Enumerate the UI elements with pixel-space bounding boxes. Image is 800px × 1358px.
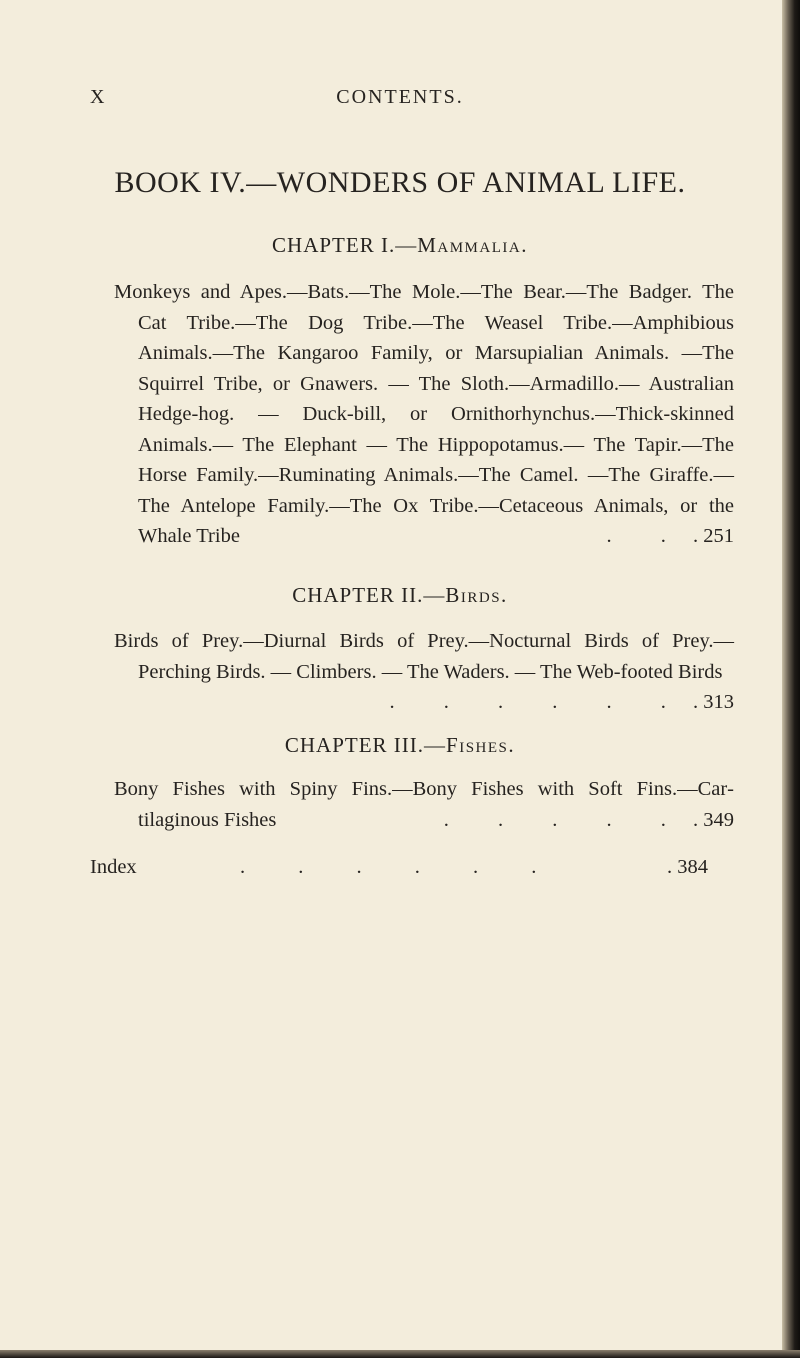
page-header	[0, 86, 782, 112]
chapter-entry-1	[114, 277, 734, 552]
chapter-heading-3	[0, 733, 800, 758]
chapter-entry-2	[114, 626, 734, 718]
page-reference	[443, 805, 734, 836]
chapter-heading-2	[0, 583, 800, 608]
chapter-entry-3	[114, 774, 734, 835]
page-number-ref: . 384	[667, 856, 708, 878]
dot-leader: . . . . .	[443, 808, 688, 831]
chapter-contents: Monkeys and Apes.—Bats.—The Mole.—The Bear.—The Badger. The Cat Tribe.—The Dog Tribe.—The Weasel Tribe.—Amphibious Animals.—The Kangaroo Family, or Marsupialian Animals. —The Squirrel Tribe, or Gnawers. — The Sloth.—Armadillo.— Australian Hedge-hog. — Duck-bill, or Ornithorhynchus.—Thick-skinned Animals.— The Elephant — The Hippopotamus.— The Tapir.—The Horse Family.—Ruminating Animals.—The Camel. —The Giraffe.—The Antelope Family.—The Ox Tribe.—Cetaceous Animals, or the Whale Tribe	[114, 281, 734, 547]
page-reference	[606, 521, 735, 552]
page-number: X	[90, 86, 106, 108]
chapter-name: Fishes.	[446, 733, 516, 757]
chapter-contents: Bony Fishes with Spiny Fins.—Bony Fishes with Soft Fins.—Cartilaginous Fishes	[114, 778, 734, 831]
page-number-ref: . 313	[693, 691, 734, 713]
page-number-ref: . 251	[693, 525, 734, 547]
chapter-number-label: CHAPTER II.—	[292, 583, 446, 607]
index-entry	[90, 852, 708, 882]
page-bottom-edge	[0, 1350, 800, 1358]
book-spine-shadow	[782, 0, 800, 1358]
dot-leader: . .	[606, 525, 688, 547]
page-reference	[389, 687, 735, 718]
chapter-name: Birds.	[445, 583, 508, 607]
chapter-number-label: CHAPTER III.—	[284, 733, 447, 757]
chapter-heading-1	[0, 233, 800, 258]
dot-leader: . . . . . .	[240, 856, 561, 878]
page-number-ref: . 349	[693, 808, 734, 831]
running-head: CONTENTS.	[336, 86, 464, 108]
book-title: BOOK IV.—WONDERS OF ANIMAL LIFE.	[114, 166, 686, 199]
index-label: Index	[90, 856, 137, 878]
chapter-name: Mammalia.	[417, 233, 528, 257]
dot-leader: . . . . . .	[389, 691, 688, 713]
chapter-number-label: CHAPTER I.—	[272, 233, 418, 257]
chapter-contents: Birds of Prey.—Diurnal Birds of Prey.—Nocturnal Birds of Prey.— Perching Birds. — Climbers. — The Waders. — The Web-footed Birds	[114, 630, 734, 683]
